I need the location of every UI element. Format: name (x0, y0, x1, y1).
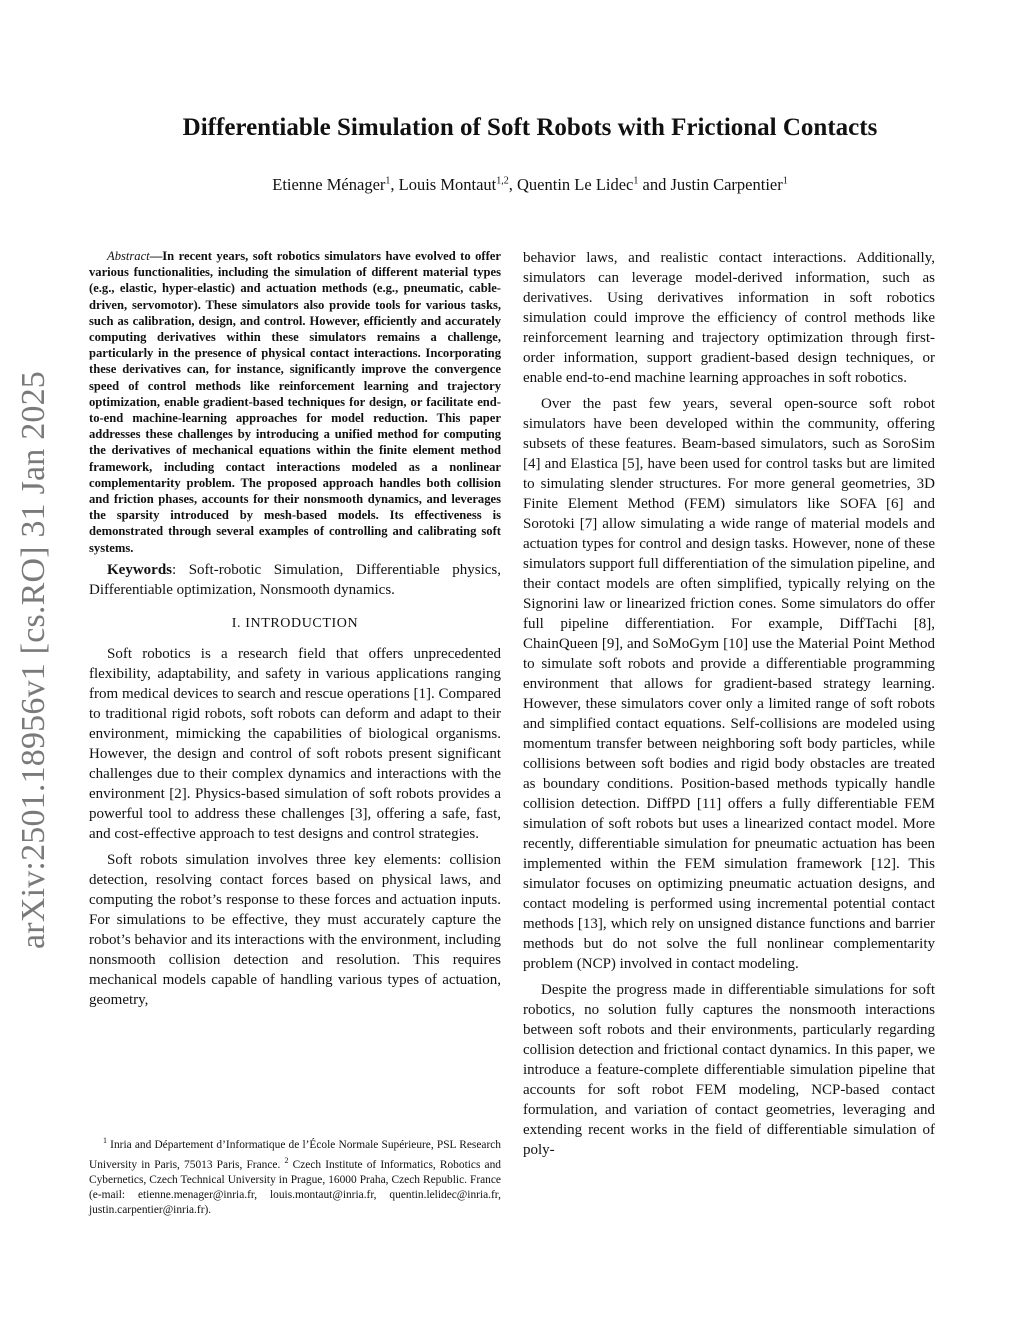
left-column (89, 248, 501, 1016)
footnote-marker: 1 (103, 1136, 107, 1145)
abstract-text: In recent years, soft robotics simulators have evolved to offer various functionalities, including the simulation of different material types (e.g., elastic, hyper-elastic) and actuation methods (e.g., pneumatic, cable-driven, servomotor). These simulators also provide tools for various tasks, such as calibration, design, and control. However, efficiently and accurately computing derivatives within these simulators remains a challenge, particularly in the presence of physical contact interactions. Incorporating these derivatives can, for instance, significantly improve the convergence speed of control methods like reinforcement learning and trajectory optimization, enable gradient-based techniques for design, or facilitate end-to-end machine-learning approaches for model reduction. This paper addresses these challenges by introducing a unified method for computing the derivatives of mechanical equations within the finite element method framework, including contact interactions modeled as a nonlinear complementarity problem. The proposed approach handles both collision and friction phases, accounts for their nonsmooth dynamics, and leverages the sparsity introduced by mesh-based models. Its effectiveness is demonstrated through several examples of controlling and calibrating soft systems. (89, 249, 501, 555)
author-affiliation: 1 (633, 175, 639, 187)
body-paragraph: Over the past few years, several open-source soft robot simulators have been developed within the community, offering subsets of these features. Beam-based simulators, such as SoroSim [4] and Elastica [5], have been used for control tasks but are limited to simulating slender structures. For more general geometries, 3D Finite Element Method (FEM) simulators like SOFA [6] and Sorotoki [7] allow simulating a wide range of material models and actuation types for control and design tasks. However, none of these simulators support full differentiation of the simulation pipeline, and their contact models are often simplified, typically relying on the Signorini law or linearized friction cones. Some simulators do offer full pipeline differentiation. For example, DiffTachi [8], ChainQueen [9], and SoMoGym [10] use the Material Point Method to simulate soft robots and provide a differentiable programming environment that allows for gradient-based strategy learning. However, these simulators cover only a limited range of soft robots and simplified contact equations. Self-collisions are modeled using momentum transfer between neighboring soft body particles, while collisions between soft bodies and rigid body obstacles are treated as boundary conditions. Position-based methods typically handle collision detection. DiffPD [11] offers a fully differentiable FEM simulation of soft robots but uses a linearized contact model. More recently, differentiable simulation for pneumatic actuation has been implemented within the FEM simulation framework [12]. This simulator focuses on optimizing pneumatic actuation designs, and contact modeling is performed using incremental potential contact methods [13], which rely on unsigned distance functions and barrier methods but do not solve the full nonlinear complementarity problem (NCP) involved in contact modeling. (523, 396, 935, 972)
footnote-text: Czech Institute of Informatics, Robotics and Cybernetics, Czech Technical University in Prague, 16000 Praha, Czech Republic. France (e-mail: etienne.menager@inria.fr, louis.montaut@inria.fr, quentin.lelidec@inria.fr, justin.carpentier@inria.fr). (89, 1158, 501, 1216)
affiliation-footnote (89, 1133, 501, 1218)
abstract-label: Abstract (107, 249, 150, 263)
right-column (523, 248, 935, 1166)
arxiv-identifier (4, 345, 64, 975)
body-paragraph: Soft robots simulation involves three key elements: collision detection, resolving contact forces based on physical laws, and computing the robot’s response to these forces and actuation inputs. For simulations to be effective, they must accurately capture the robot’s behavior and its interactions with the environment, including nonsmooth collision detection and resolution. This requires mechanical models capable of handling various types of actuation, geometry, (89, 851, 501, 1008)
author-affiliation: 1 (782, 175, 788, 187)
author-affiliation: 1 (385, 175, 391, 187)
author-name: Etienne Ménager (272, 175, 386, 194)
author-affiliation: 1,2 (496, 175, 509, 187)
author-separator: , (508, 175, 518, 194)
keywords-label: Keywords (107, 561, 172, 578)
body-paragraph: behavior laws, and realistic contact interactions. Additionally, simulators can leverage model-derived information, such as derivatives. Using derivatives information in soft robotics simulation could improve the efficiency of control methods like reinforcement learning and trajectory optimization through first-order information, support gradient-based design techniques, or enable end-to-end machine learning approaches in soft robotics. (523, 250, 935, 386)
keywords (89, 560, 501, 600)
body-paragraph: Soft robotics is a research field that offers unprecedented flexibility, adaptability, and safety in various applications ranging from medical devices to search and rescue operations [1]. Compared to traditional rigid robots, soft robots can deform and adapt to their environment, mimicking the capabilities of biological organisms. However, the design and control of soft robots present significant challenges due to their complex dynamics and interactions with the environment [2]. Physics-based simulation of soft robots provides a powerful tool to address these challenges [3], offering a safe, fast, and cost-effective approach to test designs and control strategies. (89, 645, 501, 842)
body-paragraph: Despite the progress made in differentiable simulations for soft robotics, no solution fully captures the nonsmooth interactions between soft robots and their environments, particularly regarding collision detection and frictional contact dynamics. In this paper, we introduce a feature-complete differentiable simulation pipeline that accounts for soft robot FEM modeling, NCP-based contact formulation, and variation of contact geometries, leveraging and extending recent works in the field of differentiable simulation of poly- (523, 982, 935, 1158)
abstract (89, 248, 501, 556)
arxiv-identifier-text: arXiv:2501.18956v1 [cs.RO] 31 Jan 2025 (15, 371, 52, 949)
author-list (60, 175, 1000, 195)
author-separator: , (390, 175, 399, 194)
paper-title: Differentiable Simulation of Soft Robots with Frictional Contacts (182, 114, 878, 141)
author-name: Justin Carpentier (670, 175, 783, 194)
footnote-text: Inria and Département d’Informatique de l’École Normale Supérieure, PSL Research University in Paris, 75013 Paris, France. (89, 1138, 501, 1171)
author-separator: and (638, 175, 671, 194)
abstract-dash: — (149, 249, 163, 263)
section-heading: I. INTRODUCTION (231, 615, 359, 631)
keywords-text: : Soft-robotic Simulation, Differentiable physics, Differentiable optimization, Nonsmooth dynamics. (89, 561, 501, 598)
author-name: Louis Montaut (398, 175, 497, 194)
footnote-marker: 2 (284, 1155, 289, 1165)
author-name: Quentin Le Lidec (517, 175, 634, 194)
